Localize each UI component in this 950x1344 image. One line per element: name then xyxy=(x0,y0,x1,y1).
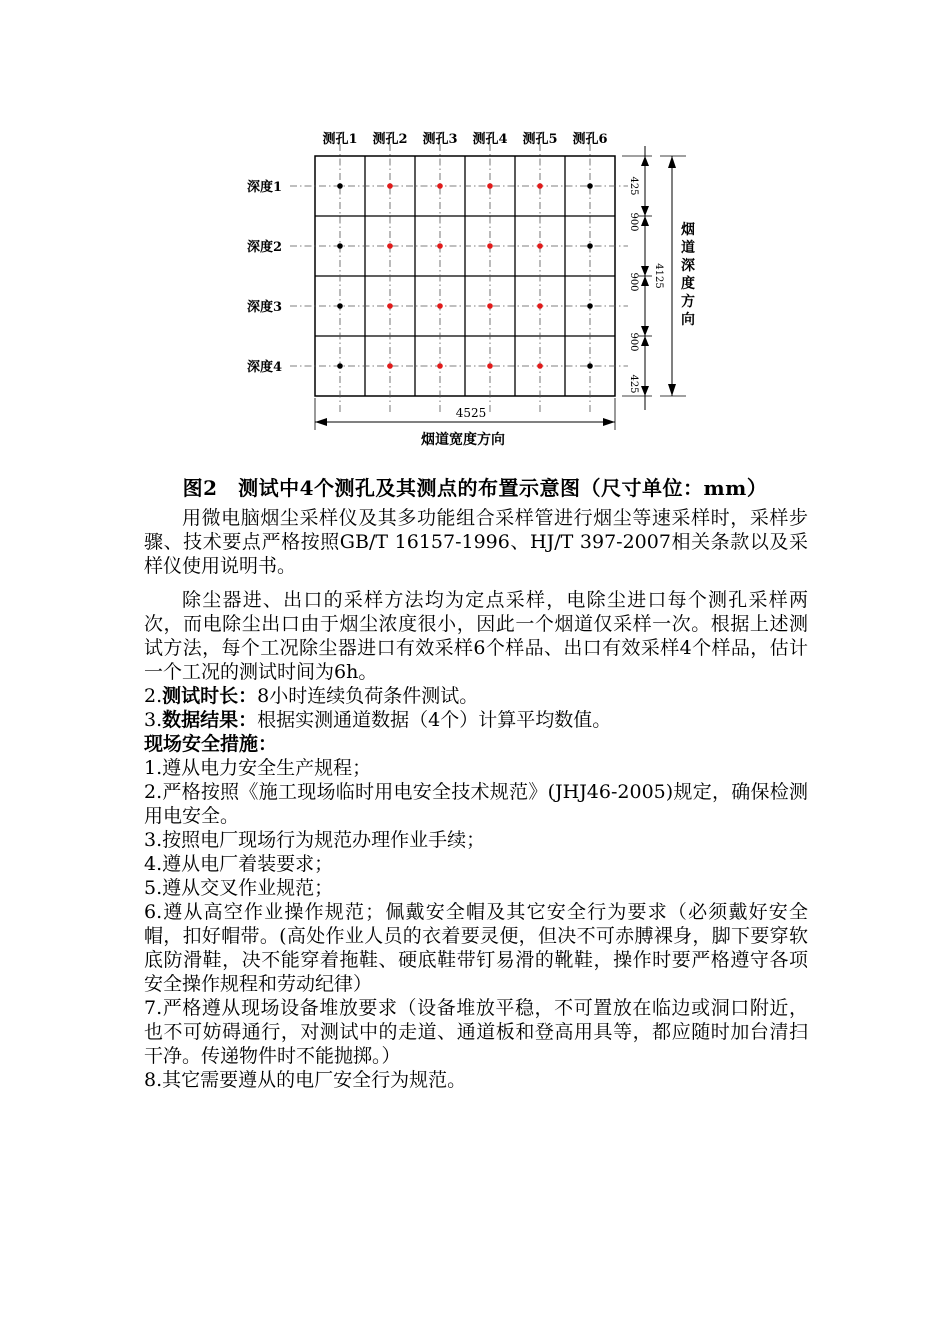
dim-label: 900 xyxy=(628,332,639,352)
safety-item: 6.遵从高空作业操作规范；佩戴安全帽及其它安全行为要求（必须戴好安全帽，扣好帽带。(高处作业人员的衣着要灵便，但决不可赤膊裸身，脚下要穿软底防滑鞋，决不能穿着拖鞋、硬底鞋带钉易滑的靴鞋，操作时要严格遵守各项安全操作规程和劳动纪律） xyxy=(144,901,808,995)
safety-item: 8.其它需要遵从的电厂安全行为规范。 xyxy=(144,1069,467,1091)
total-depth-dim: 4125 xyxy=(653,263,664,289)
safety-item: 3.按照电厂现场行为规范办理作业手续； xyxy=(144,829,486,851)
dim-label: 900 xyxy=(628,212,639,232)
measurement-point xyxy=(337,363,343,369)
hole-label: 测孔2 xyxy=(372,132,408,147)
safety-item: 7.严格遵从现场设备堆放要求（设备堆放平稳，不可置放在临边或洞口附近，也不可妨碍通行，对测试中的走道、通道板和登高用具等，都应随时加台清扫干净。传递物件时不能抛掷。） xyxy=(144,997,808,1067)
depth-direction-char: 烟 xyxy=(681,222,695,238)
depth-label: 深度3 xyxy=(246,300,282,315)
measurement-point xyxy=(437,363,443,369)
measurement-point xyxy=(387,183,393,189)
depth-label: 深度2 xyxy=(246,240,282,255)
dim-label: 425 xyxy=(628,176,639,196)
measurement-point xyxy=(487,243,493,249)
item-number: 2. xyxy=(144,685,163,707)
depth-direction-char: 方 xyxy=(681,294,695,310)
item-number: 3. xyxy=(144,709,163,731)
measurement-point xyxy=(587,363,593,369)
hole-label: 测孔5 xyxy=(522,132,558,147)
paragraph: 用微电脑烟尘采样仪及其多功能组合采样管进行烟尘等速采样时，采样步骤、技术要点严格按照GB/T 16157-1996、HJ/T 397-2007相关条款以及采样仪使用说明书。 xyxy=(144,507,808,577)
measurement-point xyxy=(537,243,543,249)
measurement-point xyxy=(537,303,543,309)
measurement-point xyxy=(537,183,543,189)
measurement-point xyxy=(537,363,543,369)
width-dim: 4525 xyxy=(455,406,487,420)
paragraph: 除尘器进、出口的采样方法均为定点采样，电除尘进口每个测孔采样两次，而电除尘出口由于烟尘浓度很小，因此一个烟道仅采样一次。根据上述测试方法，每个工况除尘器进口有效采样6个样品、出口有效采样4个样品，估计一个工况的测试时间为6h。 xyxy=(144,589,808,683)
width-direction-label: 烟道宽度方向 xyxy=(421,432,505,448)
list-item xyxy=(144,708,808,732)
hole-label: 测孔3 xyxy=(422,132,458,147)
item-text: 根据实测通道数据（4个）计算平均数值。 xyxy=(257,709,612,731)
item-text: 8小时连续负荷条件测试。 xyxy=(257,685,479,707)
safety-item: 2.严格按照《施工现场临时用电安全技术规范》(JHJ46-2005)规定，确保检测用电安全。 xyxy=(144,781,808,827)
hole-label: 测孔6 xyxy=(572,132,608,147)
item-heading: 测试时长： xyxy=(162,685,258,707)
measurement-point xyxy=(387,363,393,369)
measurement-point xyxy=(587,183,593,189)
dim-label: 425 xyxy=(628,374,639,394)
measurement-point xyxy=(437,183,443,189)
measurement-point xyxy=(487,303,493,309)
measurement-point xyxy=(387,243,393,249)
measurement-point xyxy=(587,303,593,309)
safety-item: 1.遵从电力安全生产规程； xyxy=(144,757,372,779)
measurement-layout-figure xyxy=(0,0,950,460)
hole-label: 测孔1 xyxy=(322,132,358,147)
depth-direction-char: 度 xyxy=(681,276,695,292)
safety-item: 4.遵从电厂着装要求； xyxy=(144,853,334,875)
item-heading: 数据结果： xyxy=(162,709,258,731)
dim-label: 900 xyxy=(628,272,639,292)
measurement-point xyxy=(337,183,343,189)
measurement-point xyxy=(487,363,493,369)
hole-label: 测孔4 xyxy=(472,132,508,147)
depth-label: 深度4 xyxy=(246,360,282,375)
body-text xyxy=(144,506,808,1092)
measurement-point xyxy=(487,183,493,189)
depth-direction-char: 深 xyxy=(681,258,695,274)
depth-direction-char: 道 xyxy=(681,240,695,256)
measurement-point xyxy=(337,243,343,249)
depth-label: 深度1 xyxy=(246,180,282,195)
measurement-point xyxy=(437,303,443,309)
measurement-point xyxy=(387,303,393,309)
safety-item: 5.遵从交叉作业规范； xyxy=(144,877,334,899)
list-item xyxy=(144,684,808,708)
section-heading: 现场安全措施： xyxy=(144,733,278,755)
measurement-point xyxy=(337,303,343,309)
measurement-point xyxy=(587,243,593,249)
figure-caption: 图2 测试中4个测孔及其测点的布置示意图（尺寸单位：mm） xyxy=(182,476,768,500)
depth-direction-char: 向 xyxy=(681,312,695,328)
measurement-point xyxy=(437,243,443,249)
